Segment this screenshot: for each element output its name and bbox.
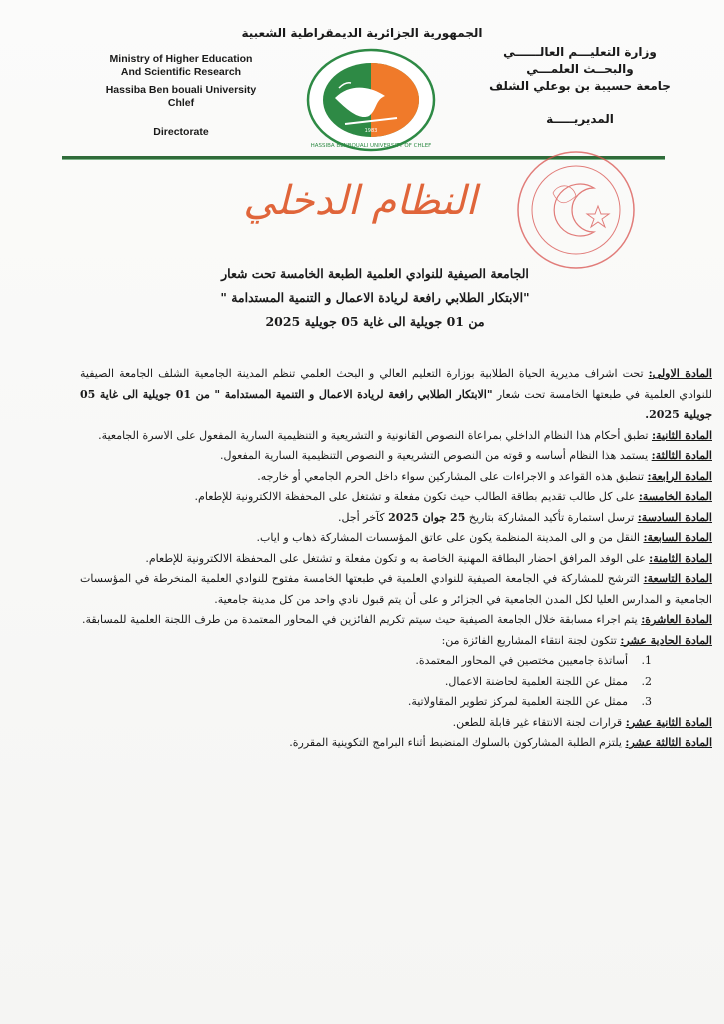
article-8: المادة الثامنة: على الوفد المرافق احضار البطاقة المهنية الخاصة به و تكون مفعلة و تشتغل على المحفظة الالكترونية للإطعام.	[145, 551, 712, 565]
university-name-en: Hassiba Ben bouali University	[105, 84, 257, 96]
ministry-name-en-2: And Scientific Research	[120, 66, 242, 78]
ministry-name-en: Ministry of Higher Education	[109, 53, 253, 65]
document-body	[80, 364, 712, 754]
document-subtitle	[210, 262, 540, 334]
svg-text:HASSIBA BENBOUALI UNIVERSITY O: HASSIBA BENBOUALI UNIVERSITY OF CHLEF	[310, 143, 432, 149]
header-english-block	[86, 53, 276, 139]
subtitle-line-1: الجامعة الصيفية للنوادي العلمية الطبعة الخامسة تحت شعار	[221, 266, 529, 281]
article-13: المادة الثالثة عشر: يلتزم الطلبة المشاركون بالسلوك المنضبط أثناء البرامج التكوينية المقررة.	[289, 736, 712, 749]
article-3: المادة الثالثة: يستمد هذا النظام أساسه و قوته من النصوص التشريعية و النصوص التنظيمية السارية المفعول.	[220, 449, 712, 462]
subtitle-line-2: "الابتكار الطلابي رافعة لريادة الاعمال و التنمية المستدامة "	[220, 290, 530, 305]
committee-item: 1.أساتذة جامعيين مختصين في المحاور المعتمدة.	[415, 654, 652, 667]
article-6: المادة السادسة: ترسل استمارة تأكيد المشاركة بتاريخ 25 جوان 2025 كآخر أجل.	[338, 510, 712, 524]
committee-list	[80, 651, 712, 713]
article-9: المادة التاسعة: الترشح للمشاركة في الجامعة الصيفية للنوادي العلمية في طبعتها الخامسة مفتوح للنوادي العلمية المنخرطة في المؤسسات الجامعية و المدارس العليا لكل المدن الجامعية في الجزائر و على أن يتم قبول نادي واحد من كل مدينة جامعية.	[80, 572, 713, 606]
directorate-ar: المديريـــــة	[546, 112, 614, 126]
subtitle-line-3: من 01 جويلية الى غاية 05 جويلية 2025	[265, 314, 485, 329]
document-title: النظام الدخلي	[243, 178, 477, 224]
official-stamp-icon	[498, 148, 648, 276]
ministry-name-ar: وزارة التعليـــم العالــــــي	[503, 45, 657, 59]
article-10: المادة العاشرة: يتم اجراء مسابقة خلال الجامعة الصيفية حيث سيتم تكريم الفائزين في المحاور المعتمدة من طرف اللجنة العلمية للمسابقة.	[82, 613, 712, 626]
republic-header: الجمهورية الجزائرية الديمقراطية الشعبية	[241, 26, 483, 40]
article-5: المادة الخامسة: على كل طالب تقديم بطاقة الطالب حيث تكون مفعلة و تشتغل على المحفظة الالكترونية للإطعام.	[194, 490, 712, 503]
committee-item: 2.ممثل عن اللجنة العلمية لحاضنة الاعمال.	[444, 674, 652, 688]
university-name-ar: جامعة حسيبة بن بوعلي الشلف	[489, 79, 671, 93]
article-4: المادة الرابعة: تنطبق هذه القواعد و الاجراءات على المشاركين سواء داخل الحرم الجامعي أو خارجه.	[257, 469, 712, 483]
header-arabic-block	[460, 44, 700, 128]
university-logo-icon	[305, 48, 437, 152]
article-7: المادة السابعة: النقل من و الى المدينة المنظمة يكون على عاتق المؤسسات المشاركة ذهاب و اياب.	[256, 531, 712, 544]
article-11: المادة الحادية عشر: تتكون لجنة انتقاء المشاريع الفائزة من:	[441, 633, 712, 647]
article-12: المادة الثانية عشر: قرارات لجنة الانتقاء غير قابلة للطعن.	[452, 715, 712, 729]
university-city-en: Chlef	[167, 97, 195, 109]
article-2: المادة الثانية: تطبق أحكام هذا النظام الداخلي بمراعاة النصوص القانونية و التشريعية و التنظيمية السارية المفعول على الاسرة الجامعية.	[98, 428, 712, 442]
svg-text:1983: 1983	[364, 128, 378, 134]
directorate-en: Directorate	[153, 126, 209, 138]
committee-item: 3.ممثل عن اللجنة العلمية لمركز تطوير المقاولاتية.	[407, 695, 652, 708]
ministry-name-ar-2: والبحــث العلمـــي	[526, 62, 634, 76]
article-1: المادة الاولى: تحت اشراف مديرية الحياة الطلابية بوزارة التعليم العالي و البحث العلمي تنظم المدينة الجامعية الشلف الجامعة الصيفية للنوادي العلمية في طبعتها الخامسة تحت شعار "الابتكار الطلابي رافعة لريادة الاعمال و التنمية المستدامة " من 01 جويلية الى غاية 05 جويلية 2025.	[80, 367, 712, 421]
